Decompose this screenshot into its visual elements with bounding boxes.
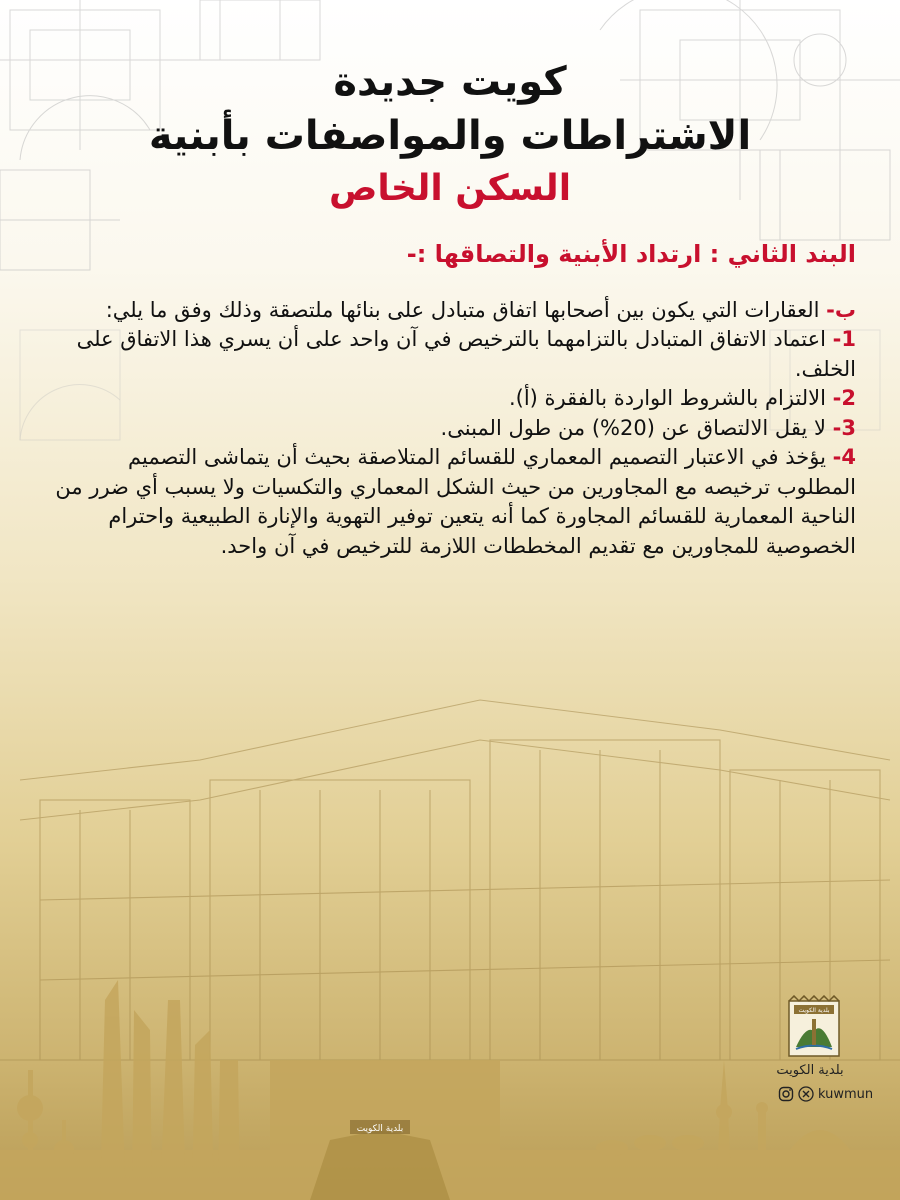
article-content [44, 240, 856, 561]
intro-marker: ب- [826, 297, 856, 322]
organization-name: بلدية الكويت [776, 1063, 844, 1078]
item-text: يؤخذ في الاعتبار التصميم المعماري للقسائم المتلاصقة بحيث أن يتماشى التصميم المطلوب ترخيصه مع المجاورين من حيث الشكل المعماري والتكسيات ولا يسبب أي ضرر من الناحية المعمارية للقسائم المجاورة كما أنه يتعين توفير التهوية والإنارة الطبيعية واحترام الخصوصية للمجاورين مع تقديم المخططات اللازمة للترخيص في آن واحد. [55, 445, 856, 558]
building-sketch [0, 700, 900, 1060]
title-block [0, 55, 900, 215]
x-icon[interactable] [798, 1086, 814, 1102]
instagram-icon[interactable] [778, 1086, 794, 1102]
intro-paragraph [44, 296, 856, 326]
list-item [44, 384, 856, 414]
list-item [44, 414, 856, 444]
title-line-2: الاشتراطات والمواصفات بأبنية [148, 113, 752, 159]
social-handle[interactable]: kuwmun [818, 1086, 874, 1102]
item-text: لا يقل الالتصاق عن (20%) من طول المبنى. [440, 415, 826, 440]
svg-text:بلدية الكويت: بلدية الكويت [798, 1007, 830, 1014]
municipality-building-sign [350, 1120, 410, 1134]
intro-text: العقارات التي يكون بين أصحابها اتفاق متبادل على بنائها ملتصقة وذلك وفق ما يلي: [105, 297, 820, 322]
item-text: الالتزام بالشروط الواردة بالفقرة (أ). [508, 386, 826, 410]
municipality-logo [788, 995, 840, 1057]
item-marker: 3- [832, 415, 856, 440]
social-handle-row[interactable] [778, 1086, 873, 1102]
item-marker: 2- [832, 386, 856, 410]
item-marker: 1- [832, 327, 856, 351]
svg-text:بلدية الكويت: بلدية الكويت [356, 1124, 404, 1134]
item-marker: 4- [832, 445, 856, 469]
title-line-1: كويت جديدة [333, 59, 567, 105]
section-title: البند الثاني : ارتداد الأبنية والتصاقها :- [406, 240, 856, 268]
list-item [44, 443, 856, 561]
kuwait-skyline [0, 980, 900, 1200]
list-item [44, 325, 856, 384]
title-line-3: السكن الخاص [328, 168, 572, 209]
item-text: اعتماد الاتفاق المتبادل بالتزامهما بالترخيص في آن واحد على أن يسري هذا الاتفاق على الخلف. [76, 327, 856, 381]
